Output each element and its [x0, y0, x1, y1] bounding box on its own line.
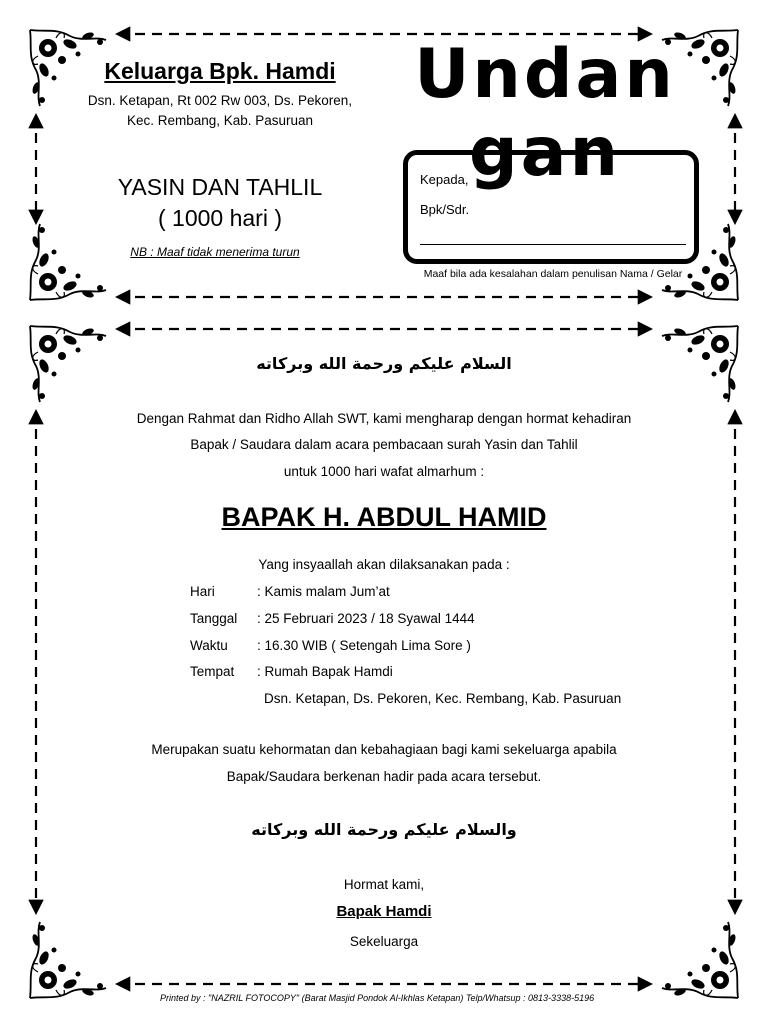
bpk-label: Bpk/Sdr.: [420, 202, 470, 217]
detail-label-hari: Hari: [190, 584, 215, 599]
intro-line-2: Bapak / Saudara dalam acara pembacaan surah Yasin dan Tahlil: [190, 437, 578, 452]
detail-value-address: Dsn. Ketapan, Ds. Pekoren, Kec. Rembang, Kab. Pasuruan: [264, 691, 622, 706]
signer-name: Bapak Hamdi: [336, 903, 432, 920]
detail-value-tanggal: : 25 Februari 2023 / 18 Syawal 1444: [257, 611, 475, 626]
detail-label-tempat: Tempat: [190, 664, 235, 679]
invitation-title: Undangan: [414, 35, 676, 192]
regards-text: Hormat kami,: [343, 877, 425, 892]
detail-label-waktu: Waktu: [190, 638, 228, 653]
nb-note: NB : Maaf tidak menerima turun: [130, 245, 300, 259]
floral-corner-icon: [30, 224, 106, 300]
invitation-cover-card: [0, 0, 768, 310]
event-title: [70, 172, 370, 234]
signer-subtitle: Sekeluarga: [349, 934, 419, 949]
detail-value-tempat: : Rumah Bapak Hamdi: [257, 664, 393, 679]
salam-closing: والسلام عليكم ورحمة الله وبركاته: [251, 820, 517, 839]
address-line-2: Kec. Rembang, Kab. Pasuruan: [126, 113, 314, 128]
detail-value-waktu: : 16.30 WIB ( Setengah Lima Sore ): [257, 638, 471, 653]
deceased-name: BAPAK H. ABDUL HAMID: [221, 502, 547, 532]
schedule-intro: Yang insyaallah akan dilaksanakan pada :: [258, 557, 510, 572]
recipient-name-line: [420, 244, 686, 245]
detail-value-hari: : Kamis malam Jum’at: [257, 584, 390, 599]
apology-note: Maaf bila ada kesalahan dalam penulisan Nama / Gelar: [423, 268, 683, 280]
closing-line-2: Bapak/Saudara berkenan hadir pada acara tersebut.: [226, 769, 542, 784]
detail-label-tanggal: Tanggal: [190, 611, 238, 626]
event-line-2: ( 1000 hari ): [157, 205, 282, 231]
intro-line-3: untuk 1000 hari wafat almarhum :: [283, 464, 485, 479]
event-line-1: YASIN DAN TAHLIL: [117, 174, 323, 200]
printer-note: Printed by : "NAZRIL FOTOCOPY" (Barat Masjid Pondok Al-Ikhlas Ketapan) Telp/Whatsup : 0813-3338-5196: [160, 993, 595, 1003]
salam-opening: السلام عليكم ورحمة الله وبركاته: [256, 354, 512, 373]
closing-line-1: Merupakan suatu kehormatan dan kebahagiaan bagi kami sekeluarga apabila: [151, 742, 617, 757]
kepada-label: Kepada,: [420, 172, 469, 187]
family-name: Keluarga Bpk. Hamdi: [104, 58, 336, 84]
intro-line-1: Dengan Rahmat dan Ridho Allah SWT, kami mengharap dengan hormat kehadiran: [136, 411, 632, 426]
family-address: [70, 91, 370, 131]
address-line-1: Dsn. Ketapan, Rt 002 Rw 003, Ds. Pekoren,: [87, 93, 353, 108]
